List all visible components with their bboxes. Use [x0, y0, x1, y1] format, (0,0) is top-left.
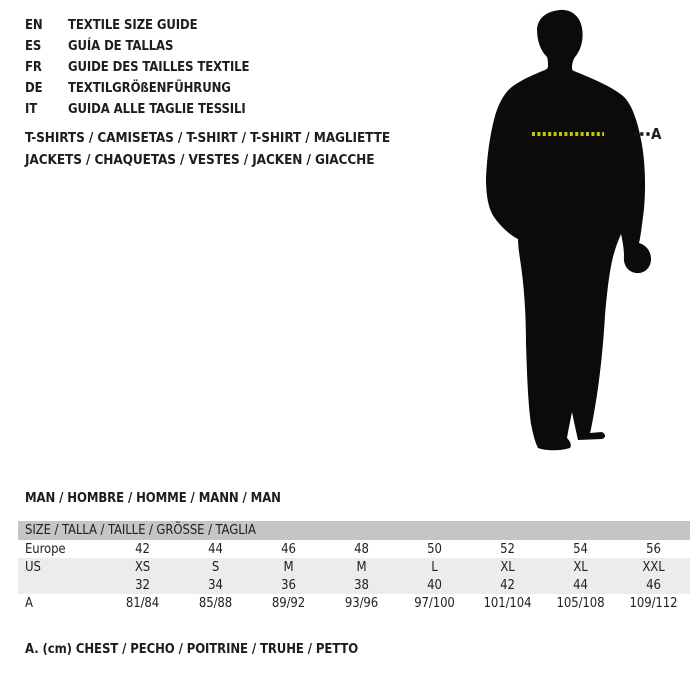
- category-line-jackets: JACKETS / CHAQUETAS / VESTES / JACKEN / GIACCHE: [25, 152, 375, 168]
- size-cell: XL: [471, 558, 544, 576]
- size-cell: 44: [208, 541, 223, 557]
- language-code: EN: [25, 18, 43, 33]
- size-cell: 93/96: [344, 595, 379, 611]
- size-table: [18, 521, 690, 612]
- language-code: IT: [25, 102, 38, 117]
- gender-section-title: MAN / HOMBRE / HOMME / MANN / MAN: [25, 491, 281, 506]
- size-table-header: SIZE / TALLA / TAILLE / GRÖSSE / TAGLIA: [18, 521, 690, 540]
- man-silhouette-figure: [460, 5, 700, 460]
- size-cell: 89/92: [271, 595, 306, 611]
- language-row-fr: [25, 57, 249, 78]
- size-cell: 46: [281, 541, 296, 557]
- table-row-us: [18, 558, 690, 576]
- man-body-shape: [486, 10, 651, 450]
- language-label: GUÍA DE TALLAS: [68, 39, 174, 54]
- man-silhouette-icon: [460, 5, 700, 460]
- size-cell: 52: [500, 541, 515, 557]
- language-row-it: [25, 99, 249, 120]
- size-cell: 85/88: [198, 595, 233, 611]
- size-cell: 56: [646, 541, 661, 557]
- size-cell: 105/108: [556, 595, 605, 611]
- language-row-es: [25, 36, 249, 57]
- size-cell: XL: [544, 558, 617, 576]
- size-cell: 46: [617, 576, 690, 594]
- table-row-numeric: [18, 576, 690, 594]
- size-cell: 32: [106, 576, 179, 594]
- table-row-europe: [18, 540, 690, 558]
- language-label: TEXTILE SIZE GUIDE: [68, 18, 198, 33]
- size-cell: 109/112: [629, 595, 678, 611]
- garment-categories: [25, 127, 390, 171]
- size-cell: S: [179, 558, 252, 576]
- language-row-en: [25, 15, 249, 36]
- language-code: ES: [25, 39, 42, 54]
- size-cell: 40: [398, 576, 471, 594]
- language-row-de: [25, 78, 249, 99]
- size-cell: M: [325, 558, 398, 576]
- size-cell: 42: [471, 576, 544, 594]
- size-cell: 48: [354, 541, 369, 557]
- language-label: GUIDA ALLE TAGLIE TESSILI: [68, 102, 246, 117]
- size-cell: XS: [106, 558, 179, 576]
- language-code: FR: [25, 60, 42, 75]
- row-label: [18, 576, 106, 594]
- size-cell: 81/84: [125, 595, 160, 611]
- size-cell: 36: [252, 576, 325, 594]
- row-label: Europe: [25, 541, 66, 557]
- size-table-header-row: [18, 521, 690, 540]
- size-cell: XXL: [617, 558, 690, 576]
- measure-point-a-label: A: [651, 125, 662, 143]
- measurement-footnote: A. (cm) CHEST / PECHO / POITRINE / TRUHE / PETTO: [25, 642, 359, 657]
- category-line-tshirts: T-SHIRTS / CAMISETAS / T-SHIRT / T-SHIRT / MAGLIETTE: [25, 130, 391, 146]
- size-cell: 54: [573, 541, 588, 557]
- size-cell: 44: [544, 576, 617, 594]
- row-label: US: [18, 558, 106, 576]
- size-cell: 50: [427, 541, 442, 557]
- language-code: DE: [25, 81, 43, 96]
- table-row-chest-a: [18, 594, 690, 612]
- size-cell: 42: [135, 541, 150, 557]
- size-cell: 38: [325, 576, 398, 594]
- size-cell: 97/100: [414, 595, 455, 611]
- size-cell: L: [398, 558, 471, 576]
- row-label: A: [25, 595, 33, 611]
- language-label: GUIDE DES TAILLES TEXTILE: [68, 60, 250, 75]
- size-cell: 101/104: [483, 595, 532, 611]
- size-cell: M: [252, 558, 325, 576]
- language-guide-list: [25, 15, 249, 120]
- size-cell: 34: [179, 576, 252, 594]
- language-label: TEXTILGRÖßENFÜHRUNG: [68, 81, 231, 96]
